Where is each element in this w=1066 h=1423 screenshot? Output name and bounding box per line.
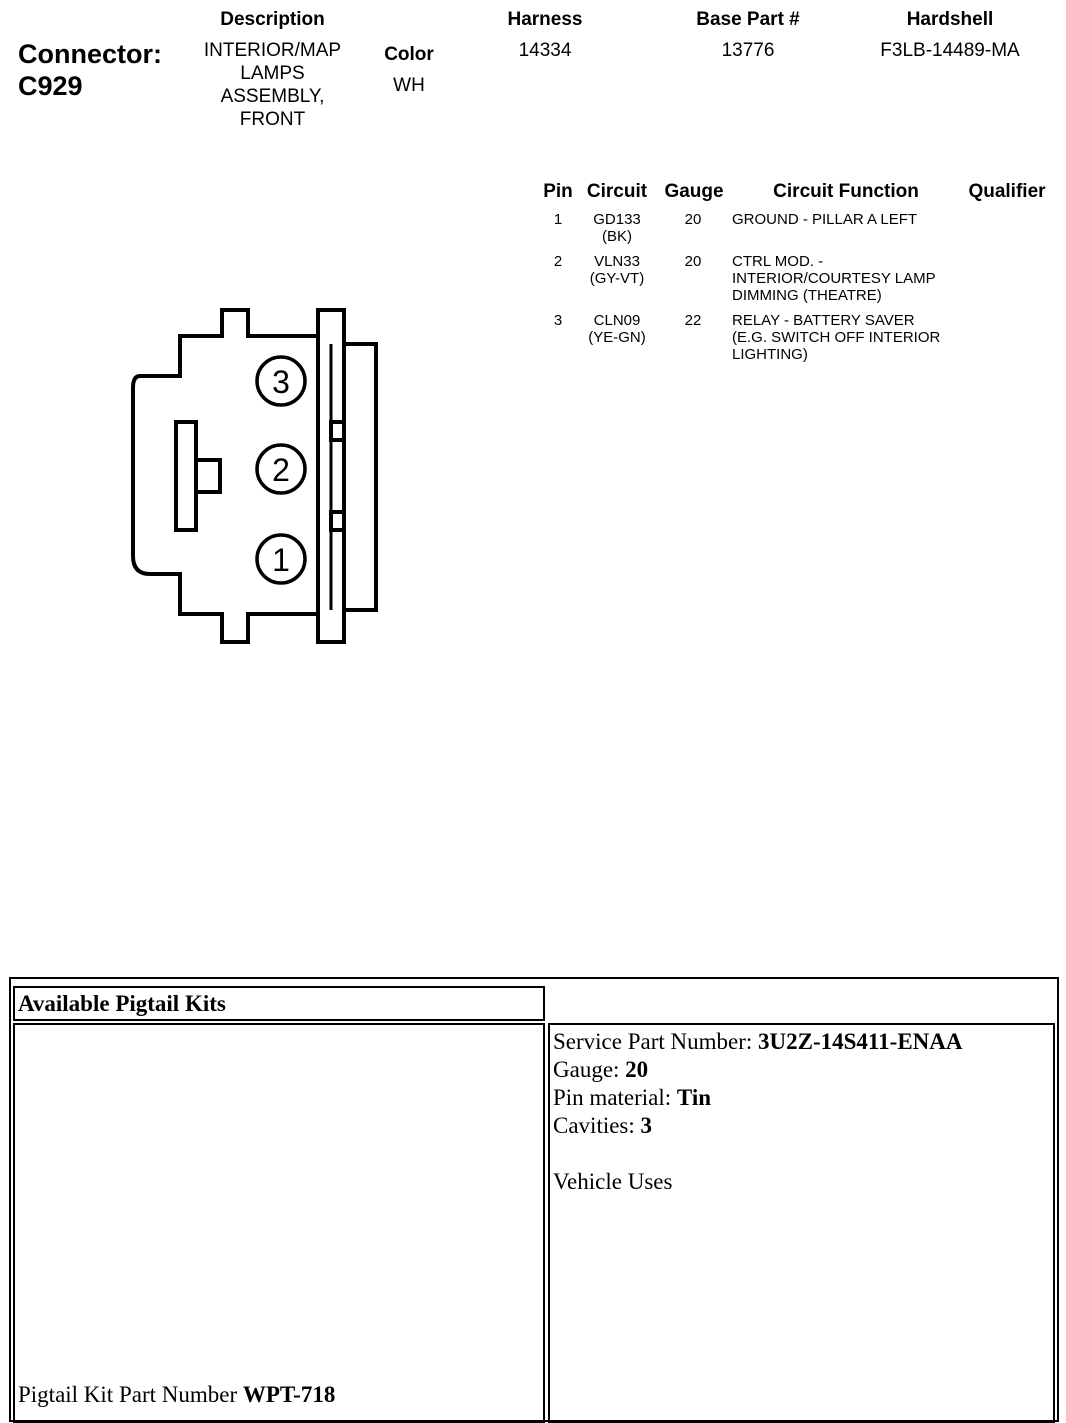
service-part-row xyxy=(553,1028,963,1056)
kit-part-label: Pigtail Kit Part Number xyxy=(18,1382,238,1407)
circuit-color: (YE-GN) xyxy=(588,329,646,346)
description-label: Description xyxy=(220,9,325,30)
col-qualifier: Qualifier xyxy=(968,181,1046,202)
connector-key-slot xyxy=(196,460,220,492)
pigtail-kit-cell xyxy=(13,1023,545,1423)
description-line: ASSEMBLY, xyxy=(220,86,325,107)
circuit-color: (BK) xyxy=(602,228,632,245)
col-circuit-function: Circuit Function xyxy=(773,181,919,202)
function-line: LIGHTING) xyxy=(732,346,808,363)
connector-key-tab xyxy=(176,422,196,530)
description-line: FRONT xyxy=(239,109,306,130)
circuit-code: CLN09 xyxy=(593,312,641,329)
hardshell-value: F3LB-14489-MA xyxy=(880,40,1020,61)
function-line: (E.G. SWITCH OFF INTERIOR xyxy=(732,329,941,346)
color-label: Color xyxy=(384,44,434,65)
circuit-code: GD133 xyxy=(593,211,641,228)
pigtail-kit-part xyxy=(18,1382,335,1408)
cavities-value: 3 xyxy=(640,1113,653,1138)
function-line: INTERIOR/COURTESY LAMP xyxy=(732,270,936,287)
pin-label: 2 xyxy=(272,452,290,488)
pin-label: 1 xyxy=(272,542,290,578)
base-part-value: 13776 xyxy=(721,40,775,61)
col-pin: Pin xyxy=(543,181,573,202)
service-part-value: 3U2Z-14S411-ENAA xyxy=(758,1029,963,1054)
description-line: LAMPS xyxy=(240,63,305,84)
function-line: CTRL MOD. - xyxy=(732,253,824,270)
col-gauge: Gauge xyxy=(664,181,724,202)
pin-number: 3 xyxy=(553,312,563,329)
harness-value: 14334 xyxy=(518,40,572,61)
cavities-row xyxy=(553,1112,963,1140)
col-circuit: Circuit xyxy=(586,181,648,202)
pin-material-value: Tin xyxy=(676,1085,712,1110)
pin-material-row xyxy=(553,1084,963,1112)
gauge-cell: 20 xyxy=(684,211,702,228)
kit-part-value: WPT-718 xyxy=(242,1382,336,1407)
pigtail-details xyxy=(553,1028,963,1196)
connector-side-rail xyxy=(344,344,376,610)
connector-notch-lower xyxy=(331,512,344,530)
connector-id: C929 xyxy=(18,71,83,101)
cavities-label: Cavities: xyxy=(553,1113,635,1138)
color-value: WH xyxy=(393,75,425,96)
pigtail-title-cell xyxy=(13,986,545,1021)
description-line: INTERIOR/MAP xyxy=(203,40,342,61)
circuit-color: (GY-VT) xyxy=(589,270,645,287)
pigtail-details-cell xyxy=(548,1023,1055,1423)
gauge-cell: 20 xyxy=(684,253,702,270)
function-line: GROUND - PILLAR A LEFT xyxy=(732,211,918,228)
pigtail-title: Available Pigtail Kits xyxy=(18,991,226,1016)
harness-label: Harness xyxy=(507,9,583,30)
gauge-label: Gauge: xyxy=(553,1057,620,1082)
pin-label: 3 xyxy=(272,364,290,400)
function-line: DIMMING (THEATRE) xyxy=(732,287,882,304)
gauge-row xyxy=(553,1056,963,1084)
base-part-label: Base Part # xyxy=(696,9,800,30)
connector-label: Connector: xyxy=(18,39,162,69)
function-line: RELAY - BATTERY SAVER xyxy=(732,312,915,329)
gauge-value: 20 xyxy=(625,1057,649,1082)
connector-diagram xyxy=(0,0,1066,700)
connector-notch-upper xyxy=(331,422,344,440)
service-part-label: Service Part Number: xyxy=(553,1029,753,1054)
pin-number: 2 xyxy=(553,253,563,270)
circuit-code: VLN33 xyxy=(594,253,640,270)
hardshell-label: Hardshell xyxy=(906,9,994,30)
pin-number: 1 xyxy=(553,211,563,228)
pin-material-label: Pin material: xyxy=(553,1085,672,1110)
vehicle-uses-label: Vehicle Uses xyxy=(553,1169,673,1194)
gauge-cell: 22 xyxy=(684,312,702,329)
